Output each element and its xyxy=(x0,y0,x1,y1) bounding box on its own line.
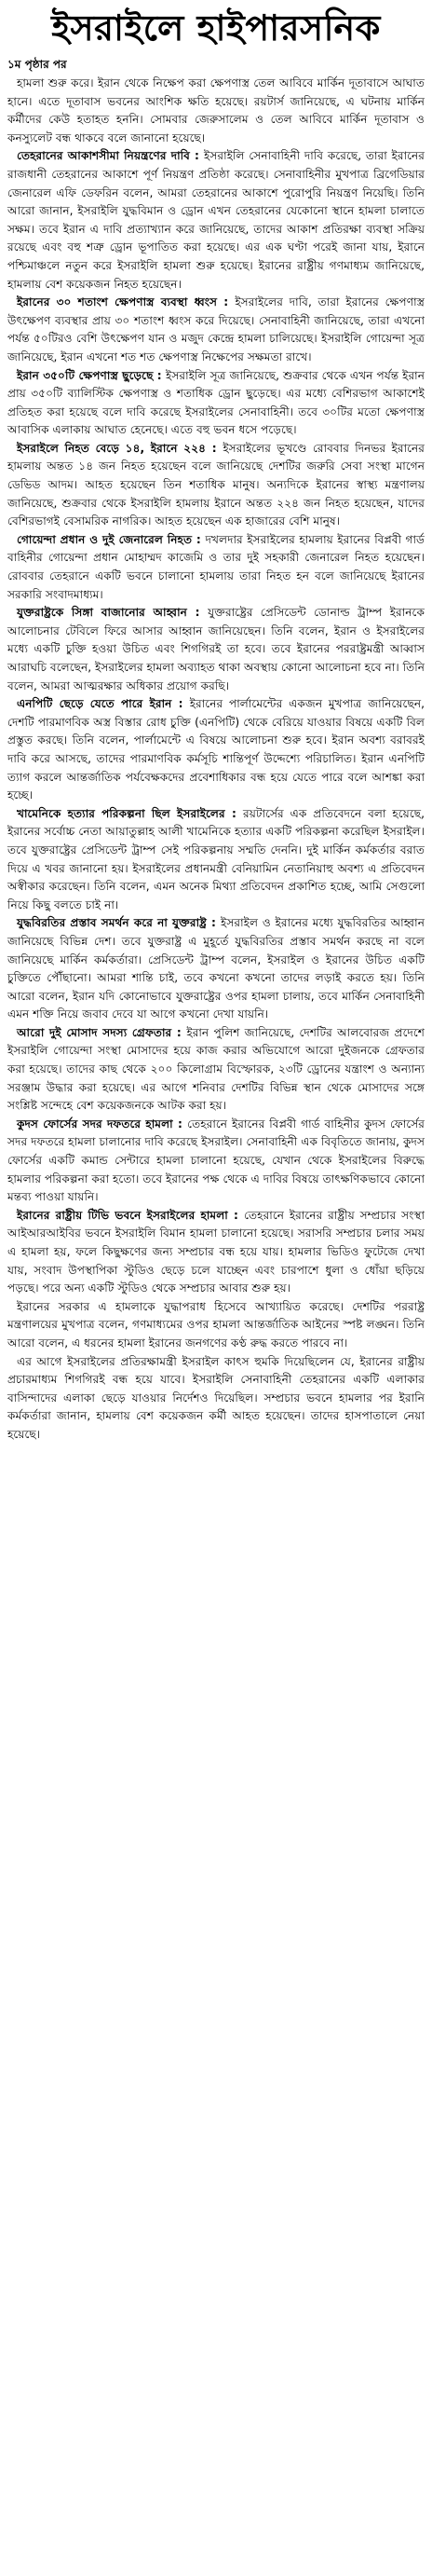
paragraph-subhead: খামেনিকে হত্যার পরিকল্পনা ছিল ইসরাইলের : xyxy=(17,806,244,820)
article-paragraph xyxy=(7,1116,425,1207)
article-paragraph xyxy=(7,147,425,294)
headline: ইসরাইলে হাইপারসনিক xyxy=(51,7,381,48)
paragraph-text: ইসরাইলি সূত্র জানিয়েছে, শুক্রবার থেকে এখন পর্যন্ত ইরান প্রায় ৩৫০টি ব্যালিস্টিক ক্ষেপণাস্ত্র ও শতাধিক ড্রোন ছুড়েছে। এর মধ্যে বেশিরভাগ আকাশেই প্রতিহত করা হয়েছে বলে দাবি করেছে ইসরাইলের সেনাবাহিনী। তবে ৩০টির মতো ক্ষেপণাস্ত্র আবাসিক এলাকায় আঘাত হেনেছে। এতে বহু ভবন ধসে পড়েছে। xyxy=(7,368,425,437)
article-paragraph xyxy=(7,1298,425,1353)
paragraph-text: তেহরানে ইরানের বিপ্লবী গার্ড বাহিনীর কুদস ফোর্সের সদর দফতরে হামলা চালানোর দাবি করেছে ইসরাইল। সেনাবাহিনী এক বিবৃতিতে জানায়, কুদস ফোর্সের একটি কমান্ড সেন্টারে হামলা চালানো হয়েছে, যেখান থেকে ইসরাইলের বিরুদ্ধে হামলার পরিকল্পনা করা হতো। তবে ইরানের পক্ষ থেকে এ দাবির বিষয়ে তাৎক্ষণিকভাবে কোনো মন্তব্য পাওয়া যায়নি। xyxy=(7,1117,425,1204)
paragraph-subhead: ইরানের রাষ্ট্রীয় টিভি ভবনে ইসরাইলের হামলা : xyxy=(17,1208,245,1222)
paragraph-text: ইসরাইলের ভূখণ্ডে রোববার দিনভর ইরানের হামলায় অন্তত ১৪ জন নিহত হয়েছেন বলে জানিয়েছে দেশটির জরুরি সেবা সংস্থা মাগেন ডেভিড আদম। আহত হয়েছেন তিন শতাধিক মানুষ। অন্যদিকে ইরানের স্বাস্থ্য মন্ত্রণালয় জানিয়েছে, শুক্রবার থেকে ইসরাইলি হামলায় ইরানে অন্তত ২২৪ জন নিহত হয়েছেন, যাদের বেশিরভাগই বেসামরিক নাগরিক। আহত হয়েছেন এক হাজারের বেশি মানুষ। xyxy=(7,441,425,528)
paragraph-text: ইরান পুলিশ জানিয়েছে, দেশটির আলবোরজ প্রদেশে ইসরাইলি গোয়েন্দা সংস্থা মোসাদের হয়ে কাজ করার অভিযোগে আরো দুইজনকে গ্রেফতার করা হয়েছে। তাদের কাছ থেকে ২০০ কিলোগ্রাম বিস্ফোরক, ২৩টি ড্রোনের যন্ত্রাংশ ও অন্যান্য সরঞ্জাম উদ্ধার করা হয়েছে। এর আগে শনিবার দেশটির বিভিন্ন স্থান থেকে মোসাদের সঙ্গে সংশ্লিষ্ট সন্দেহে বেশ কয়েকজনকে আটক করা হয়। xyxy=(7,1025,425,1113)
paragraph-subhead: ইসরাইলে নিহত বেড়ে ১৪, ইরানে ২২৪ : xyxy=(17,441,223,455)
paragraph-text: ইসরাইল ও ইরানের মধ্যে যুদ্ধবিরতির আহ্বান জানিয়েছে বিভিন্ন দেশ। তবে যুক্তরাষ্ট্র এ মুহূর্তে যুদ্ধবিরতির প্রস্তাব সমর্থন করছে না বলে জানিয়েছে মার্কিন কর্মকর্তারা। প্রেসিডেন্ট ট্রাম্প বলেন, ইসরাইল ও ইরানের উচিত একটি চুক্তিতে পৌঁছানো। আমরা শান্তি চাই, তবে কখনো কখনো তাদের লড়াই করতে হয়। তিনি আরো বলেন, ইরান যদি কোনোভাবে যুক্তরাষ্ট্রের ওপর হামলা চালায়, তবে মার্কিন সেনাবাহিনী এমন শক্তি নিয়ে জবাব দেবে যা আগে কখনো দেখা যায়নি। xyxy=(7,916,425,1021)
article-paragraph xyxy=(7,1024,425,1116)
article-paragraph xyxy=(7,367,425,440)
paragraph-subhead: ইরানের ৩০ শতাংশ ক্ষেপণাস্ত্র ব্যবস্থা ধ্বংস : xyxy=(17,295,236,309)
article-paragraph xyxy=(7,440,425,531)
article-paragraph xyxy=(7,695,425,805)
paragraph-text: ইসরাইলি সেনাবাহিনী দাবি করেছে, তারা ইরানের রাজধানী তেহরানের আকাশে পূর্ণ নিয়ন্ত্রণ প্রতিষ্ঠা করেছে। সেনাবাহিনীর মুখপাত্র ব্রিগেডিয়ার জেনারেল এফি ডেফরিন বলেন, আমরা তেহরানের আকাশে পুরোপুরি নিয়ন্ত্রণ নিয়েছি। তিনি আরো জানান, ইসরাইলি যুদ্ধবিমান ও ড্রোন এখন তেহরানের যেকোনো স্থানে হামলা চালাতে সক্ষম। তবে ইরান এ দাবি প্রত্যাখ্যান করে জানিয়েছে, তাদের আকাশ প্রতিরক্ষা ব্যবস্থা সক্রিয় রয়েছে এবং বহু শত্রু ড্রোন ভূপাতিত করা হয়েছে। এর এক ঘণ্টা পরেই জানা যায়, ইরানে পশ্চিমাঞ্চলে নতুন করে ইসরাইলি হামলা শুরু হয়েছে। ইরানের রাষ্ট্রীয় গণমাধ্যম জানিয়েছে, হামলায় বেশ কয়েকজন নিহত হয়েছেন। xyxy=(7,149,425,291)
paragraph-text: রয়টার্সের এক প্রতিবেদনে বলা হয়েছে, ইরানের সর্বোচ্চ নেতা আয়াতুল্লাহ আলী খামেনিকে হত্যার একটি পরিকল্পনা করেছিল ইসরাইল। তবে যুক্তরাষ্ট্রের প্রেসিডেন্ট ট্রাম্প সেই পরিকল্পনায় সম্মতি দেননি। দুই মার্কিন কর্মকর্তার বরাত দিয়ে এ খবর জানানো হয়। ইসরাইলের প্রধানমন্ত্রী বেনিয়ামিন নেতানিয়াহু অবশ্য এ প্রতিবেদন অস্বীকার করেছেন। তিনি বলেন, এমন অনেক মিথ্যা প্রতিবেদন প্রকাশিত হচ্ছে, আমি সেগুলো নিয়ে কিছু বলতে চাই না। xyxy=(7,806,425,911)
paragraph-subhead: যুক্তরাষ্ট্রকে সিঙ্গা বাজানোর আহ্বান : xyxy=(17,606,209,620)
paragraph-subhead: আরো দুই মোসাদ সদস্য গ্রেফতার : xyxy=(17,1025,187,1039)
paragraph-text: ইসরাইলের দাবি, তারা ইরানের ক্ষেপণাস্ত্র উৎক্ষেপণ ব্যবস্থার প্রায় ৩০ শতাংশ ধ্বংস করে দিয়েছে। সেনাবাহিনী জানিয়েছে, তারা এখনো পর্যন্ত ৫০টিরও বেশি উৎক্ষেপণ যান ও মজুদ কেন্দ্রে হামলা চালিয়েছে। ইসরাইলি গোয়েন্দা সূত্র জানিয়েছে, ইরান এখনো শত শত ক্ষেপণাস্ত্র নিক্ষেপের সক্ষমতা রাখে। xyxy=(7,295,425,363)
paragraph-text: ইরানের সরকার এ হামলাকে যুদ্ধাপরাধ হিসেবে আখ্যায়িত করেছে। দেশটির পররাষ্ট্র মন্ত্রণালয়ের মুখপাত্র বলেন, গণমাধ্যমের ওপর হামলা আন্তর্জাতিক আইনের স্পষ্ট লঙ্ঘন। তিনি আরো বলেন, এ ধরনের হামলা ইরানের জনগণের কণ্ঠ রুদ্ধ করতে পারবে না। xyxy=(7,1299,425,1350)
article-paragraph xyxy=(7,805,425,915)
paragraph-subhead: ইরান ৩৫০টি ক্ষেপণাস্ত্র ছুড়েছে : xyxy=(17,368,167,382)
paragraph-text: যুক্তরাষ্ট্রের প্রেসিডেন্ট ডোনাল্ড ট্রাম্প ইরানকে আলোচনার টেবিলে ফিরে আসার আহ্বান জানিয়েছেন। তিনি বলেন, ইরান ও ইসরাইলের মধ্যে একটি চুক্তি হওয়া উচিত এবং শিগগিরই তা হবে। তবে ইরানের পররাষ্ট্রমন্ত্রী আব্বাস আরাঘচি বলেছেন, ইসরাইলের হামলা অব্যাহত থাকা অবস্থায় কোনো আলোচনা হবে না। তিনি বলেন, আমরা আত্মরক্ষার অধিকার প্রয়োগ করছি। xyxy=(7,606,425,692)
article-paragraph xyxy=(7,914,425,1024)
paragraph-subhead: কুদস ফোর্সের সদর দফতরে হামলা : xyxy=(17,1117,188,1130)
continued-from-note: ১ম পৃষ্ঠার পর xyxy=(7,58,67,71)
article-paragraph xyxy=(7,1207,425,1298)
paragraph-text: দখলদার ইসরাইলের হামলায় ইরানের বিপ্লবী গার্ড বাহিনীর গোয়েন্দা প্রধান মোহাম্মদ কাজেমি ও তার দুই সহকারী জেনারেল নিহত হয়েছেন। রোববার তেহরানে একটি ভবনে চালানো হামলায় তারা নিহত হন বলে জানিয়েছে ইরানের সরকারি সংবাদমাধ্যম। xyxy=(7,532,425,601)
paragraph-text: ইরানের পার্লামেন্টের একজন মুখপাত্র জানিয়েছেন, দেশটি পারমাণবিক অস্ত্র বিস্তার রোধ চুক্তি (এনপিটি) থেকে বেরিয়ে যাওয়ার বিষয়ে একটি বিল প্রস্তুত করছে। তিনি বলেন, পার্লামেন্টে এ বিষয়ে আলোচনা শুরু হবে। ইরান অবশ্য বরাবরই দাবি করে আসছে, তাদের পারমাণবিক কর্মসূচি শান্তিপূর্ণ উদ্দেশ্যে পরিচালিত। ইরান এনপিটি ত্যাগ করলে আন্তর্জাতিক পর্যবেক্ষকদের প্রবেশাধিকার বন্ধ হয়ে যেতে পারে বলে আশঙ্কা করা হচ্ছে। xyxy=(7,697,425,802)
paragraph-subhead: তেহরানের আকাশসীমা নিয়ন্ত্রণের দাবি : xyxy=(17,149,205,163)
paragraph-subhead: গোয়েন্দা প্রধান ও দুই জেনারেল নিহত : xyxy=(17,532,206,546)
article-paragraph xyxy=(7,604,425,695)
article-paragraph xyxy=(7,294,425,366)
article-paragraph xyxy=(7,75,425,147)
paragraph-text: এর আগে ইসরাইলের প্রতিরক্ষামন্ত্রী ইসরাইল কাৎস হুমকি দিয়েছিলেন যে, ইরানের রাষ্ট্রীয় প্রচারমাধ্যম শিগগিরই বন্ধ হয়ে যাবে। ইসরাইলি সেনাবাহিনী তেহরানের একটি এলাকার বাসিন্দাদের এলাকা ছেড়ে যাওয়ার নির্দেশও দিয়েছিল। সম্প্রচার ভবনে হামলার পর ইরানি কর্মকর্তারা জানান, হামলায় বেশ কয়েকজন কর্মী আহত হয়েছেন। তাদের হাসপাতালে নেয়া হয়েছে। xyxy=(7,1354,425,1441)
article-paragraph xyxy=(7,1353,425,1445)
paragraph-subhead: যুদ্ধবিরতির প্রস্তাব সমর্থন করে না যুক্তরাষ্ট্র : xyxy=(17,916,222,930)
paragraph-subhead: এনপিটি ছেড়ে যেতে পারে ইরান : xyxy=(17,697,190,711)
paragraph-text: তেহরানে ইরানের রাষ্ট্রীয় সম্প্রচার সংস্থা আইআরআইবির ভবনে ইসরাইলি বিমান হামলা চালানো হয়েছে। সরাসরি সম্প্রচার চলার সময় এ হামলা হয়, ফলে কিছুক্ষণের জন্য সম্প্রচার বন্ধ হয়ে যায়। হামলার ভিডিও ফুটেজে দেখা যায়, সংবাদ উপস্থাপিকা স্টুডিও ছেড়ে চলে যাচ্ছেন এবং চারপাশে ধুলা ও ধোঁয়া ছড়িয়ে পড়ছে। পরে অন্য একটি স্টুডিও থেকে সম্প্রচার আবার শুরু হয়। xyxy=(7,1208,425,1295)
paragraph-text: হামলা শুরু করে। ইরান থেকে নিক্ষেপ করা ক্ষেপণাস্ত্র তেল আবিবে মার্কিন দূতাবাসে আঘাত হানে। এতে দূতাবাস ভবনের আংশিক ক্ষতি হয়েছে। রয়টার্স জানিয়েছে, এ ঘটনায় মার্কিন কর্মীদের কেউ হতাহত হননি। সোমবার জেরুসালেম ও তেল আবিবে মার্কিন দূতাবাস ও কনস্যুলেট বন্ধ থাকবে বলে জানানো হয়েছে। xyxy=(7,76,425,144)
article-paragraph xyxy=(7,531,425,604)
article-body xyxy=(7,75,425,1445)
